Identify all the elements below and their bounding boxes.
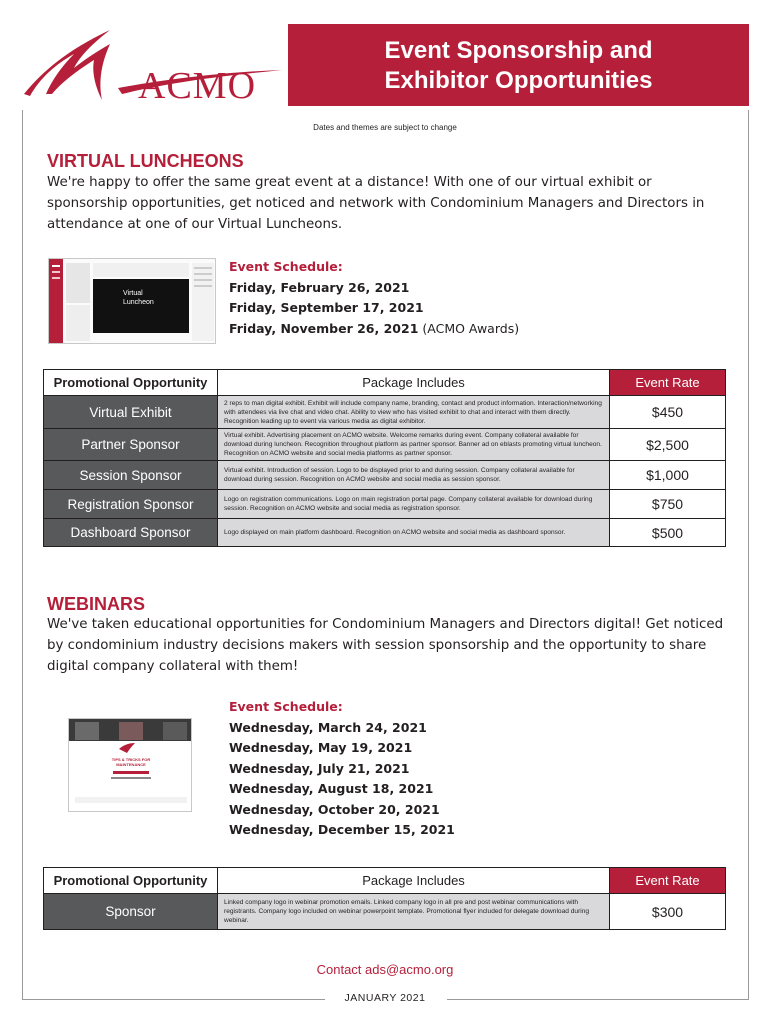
footer-date: JANUARY 2021 — [344, 992, 426, 1004]
header-package: Package Includes — [218, 868, 610, 894]
header-rate: Event Rate — [610, 868, 726, 894]
webinars-table — [43, 867, 726, 930]
table-row — [44, 461, 726, 490]
webinars-description: We've taken educational opportunities for Condominium Managers and Directors digital! Get noticed by condominium industry decisions makers with session sponsorship and the opportunity to share digital company collateral with them! — [47, 617, 724, 674]
opportunity-cell: Session Sponsor — [44, 461, 218, 490]
contact-link[interactable]: Contact ads@acmo.org — [316, 962, 454, 977]
opportunity-cell: Partner Sponsor — [44, 429, 218, 461]
rate-cell: $1,000 — [610, 461, 726, 490]
package-cell: 2 reps to man digital exhibit. Exhibit will include company name, branding, contact and product information. Interaction/networking with attendees via live chat and video chat. Ability to view who has visited exhibit to chat and interact with them directly. Recognition leading up to event via various media as digital exhibitor. — [218, 396, 610, 429]
webinar-screenshot-thumbnail — [68, 718, 192, 812]
package-cell: Logo displayed on main platform dashboard. Recognition on ACMO website and social media as dashboard sponsor. — [218, 519, 610, 547]
webinars-title: WEBINARS — [47, 594, 145, 614]
header-opportunity: Promotional Opportunity — [44, 370, 218, 396]
table-row — [44, 519, 726, 547]
schedule-date: Wednesday, October 20, 2021 — [229, 801, 440, 817]
schedule-date: Friday, September 17, 2021 — [229, 300, 424, 315]
rate-cell: $2,500 — [610, 429, 726, 461]
schedule-heading: Event Schedule: — [229, 699, 343, 714]
opportunity-cell: Registration Sponsor — [44, 490, 218, 519]
table-header-row — [44, 370, 726, 396]
table-header-row — [44, 868, 726, 894]
schedule-heading: Event Schedule: — [229, 259, 343, 274]
package-cell: Virtual exhibit. Advertising placement on ACMO website. Welcome remarks during event. Company collateral available for download during luncheon. Recognition throughout platform as partner sponsor. Banner ad on eblasts promoting virtual luncheon. Recognition on ACMO website and social media platforms as partner sponsor. — [218, 429, 610, 461]
opportunity-cell: Dashboard Sponsor — [44, 519, 218, 547]
logo-text: ACMO — [138, 65, 257, 107]
header-rate: Event Rate — [610, 370, 726, 396]
page-title — [288, 36, 749, 96]
header-package: Package Includes — [218, 370, 610, 396]
luncheon-screenshot-thumbnail — [48, 258, 216, 344]
title-line-1: Event Sponsorship and — [384, 37, 653, 64]
schedule-date: Wednesday, July 21, 2021 — [229, 760, 410, 776]
webinar-thumbnail-caption: TIPS & TRICKS FOR MAINTENANCE — [111, 757, 151, 767]
opportunity-cell: Virtual Exhibit — [44, 396, 218, 429]
luncheon-thumbnail-caption: Virtual Luncheon — [123, 290, 154, 306]
luncheons-description: We're happy to offer the same great event at a distance! With one of our virtual exhibit or sponsorship opportunities, get noticed and network with Condominium Managers and Directors in attendance at one of our Virtual Luncheons. — [47, 175, 705, 232]
package-cell: Linked company logo in webinar promotion emails. Linked company logo in all pre and post webinar communications with registrants. Company logo included on webinar powerpoint template. Promotional flyer included for delegate download during webinar. — [218, 894, 610, 930]
webinars-schedule — [229, 697, 455, 841]
schedule-date: Wednesday, August 18, 2021 — [229, 781, 434, 796]
package-cell: Logo on registration communications. Logo on main registration portal page. Company collateral available for download during session. Recognition on ACMO website and social media as registration sponsor. — [218, 490, 610, 519]
table-row — [44, 429, 726, 461]
opportunity-cell: Sponsor — [44, 894, 218, 930]
luncheons-schedule — [229, 257, 519, 339]
luncheons-title: VIRTUAL LUNCHEONS — [47, 151, 244, 171]
rate-cell: $750 — [610, 490, 726, 519]
acmo-logo — [22, 22, 302, 107]
title-line-2: Exhibitor Opportunities — [384, 67, 653, 94]
rate-cell: $300 — [610, 894, 726, 930]
table-row — [44, 396, 726, 429]
table-row — [44, 894, 726, 930]
rate-cell: $450 — [610, 396, 726, 429]
schedule-date: Wednesday, May 19, 2021 — [229, 740, 413, 755]
table-row — [44, 490, 726, 519]
rate-cell: $500 — [610, 519, 726, 547]
disclaimer: Dates and themes are subject to change — [313, 123, 457, 132]
schedule-date: Wednesday, March 24, 2021 — [229, 719, 427, 735]
schedule-date: Wednesday, December 15, 2021 — [229, 822, 455, 837]
schedule-date: Friday, November 26, 2021 (ACMO Awards) — [229, 320, 520, 336]
package-cell: Virtual exhibit. Introduction of session. Logo to be displayed prior to and during session. Company collateral available for download during session. Recognition on ACMO website and social media as session sponsor. — [218, 461, 610, 490]
schedule-date: Friday, February 26, 2021 — [229, 279, 410, 295]
luncheons-table — [43, 369, 726, 547]
header-opportunity: Promotional Opportunity — [44, 868, 218, 894]
